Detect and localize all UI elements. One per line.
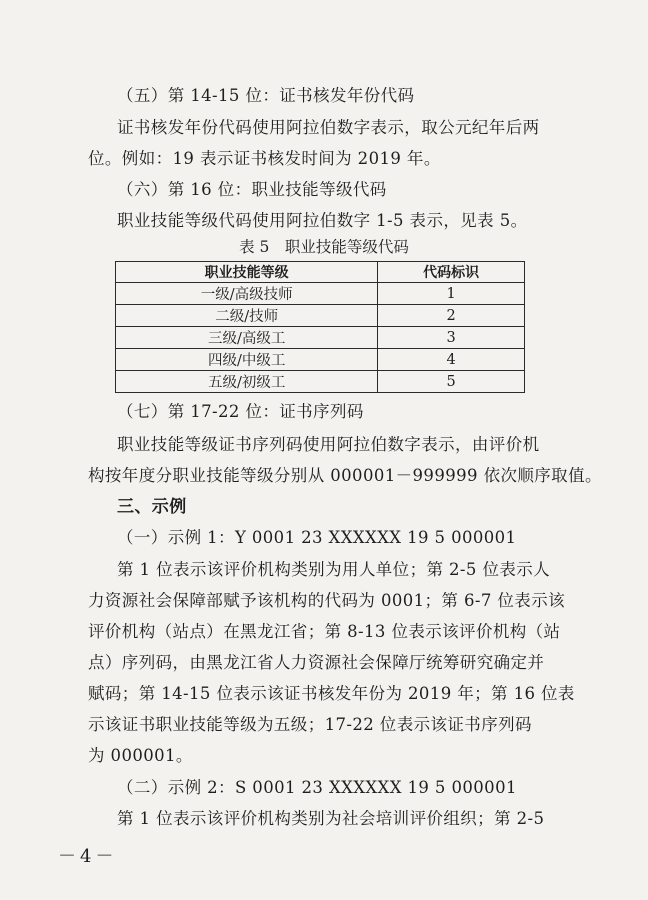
table-row: [116, 305, 525, 327]
table-cell: 3: [378, 327, 525, 349]
paragraph-line: 评价机构（站点）在黑龙江省；第 8-13 位表示该评价机构（站: [88, 622, 561, 641]
table-cell: 三级/高级工: [116, 327, 378, 349]
table-cell: 五级/初级工: [116, 371, 378, 393]
grade-code-table: [115, 261, 525, 393]
table-row: [116, 327, 525, 349]
paragraph-line: 第 1 位表示该评价机构类别为用人单位；第 2-5 位表示人: [117, 560, 551, 579]
table-cell: 1: [378, 283, 525, 305]
table-cell: 2: [378, 305, 525, 327]
table-row: [116, 283, 525, 305]
table-cell: 四级/中级工: [116, 349, 378, 371]
paragraph-line: 示该证书职业技能等级为五级；17-22 位表示该证书序列码: [88, 715, 532, 734]
table-cell: 5: [378, 371, 525, 393]
table-caption: 表 5 职业技能等级代码: [239, 238, 409, 256]
section-heading-7: （七）第 17-22 位：证书序列码: [117, 402, 364, 421]
paragraph-line: 第 1 位表示该评价机构类别为社会培训评价组织；第 2-5: [117, 809, 545, 828]
paragraph-line: 职业技能等级代码使用阿拉伯数字 1-5 表示，见表 5。: [117, 211, 528, 230]
paragraph-line: 证书核发年份代码使用阿拉伯数字表示，取公元纪年后两: [117, 118, 540, 137]
paragraph-line: 位。例如：19 表示证书核发时间为 2019 年。: [88, 149, 441, 168]
table-header-cell: 职业技能等级: [116, 262, 378, 283]
example-heading-2: （二）示例 2：S 0001 23 XXXXXX 19 5 000001: [117, 778, 517, 797]
example-heading-1: （一）示例 1：Y 0001 23 XXXXXX 19 5 000001: [117, 528, 517, 547]
paragraph-line: 赋码；第 14-15 位表示该证书核发年份为 2019 年；第 16 位表: [88, 684, 575, 703]
paragraph-line: 点）序列码，由黑龙江省人力资源社会保障厅统筹研究确定并: [88, 653, 545, 672]
table-cell: 一级/高级技师: [116, 283, 378, 305]
table-row: [116, 349, 525, 371]
table-row: [116, 371, 525, 393]
section-heading-5: （五）第 14-15 位：证书核发年份代码: [117, 86, 415, 105]
paragraph-line: 构按年度分职业技能等级分别从 000001－999999 依次顺序取值。: [88, 466, 602, 485]
paragraph-line: 力资源社会保障部赋予该机构的代码为 0001；第 6-7 位表示该: [88, 591, 565, 610]
page-number: －4－: [58, 846, 118, 867]
paragraph-line: 为 000001。: [88, 746, 193, 765]
section-heading-examples: 三、示例: [117, 497, 187, 517]
table-cell: 4: [378, 349, 525, 371]
table-cell: 二级/技师: [116, 305, 378, 327]
table-header-cell: 代码标识: [378, 262, 525, 283]
paragraph-line: 职业技能等级证书序列码使用阿拉伯数字表示，由评价机: [117, 435, 540, 454]
section-heading-6: （六）第 16 位：职业技能等级代码: [117, 180, 387, 199]
table-header-row: [116, 262, 525, 283]
